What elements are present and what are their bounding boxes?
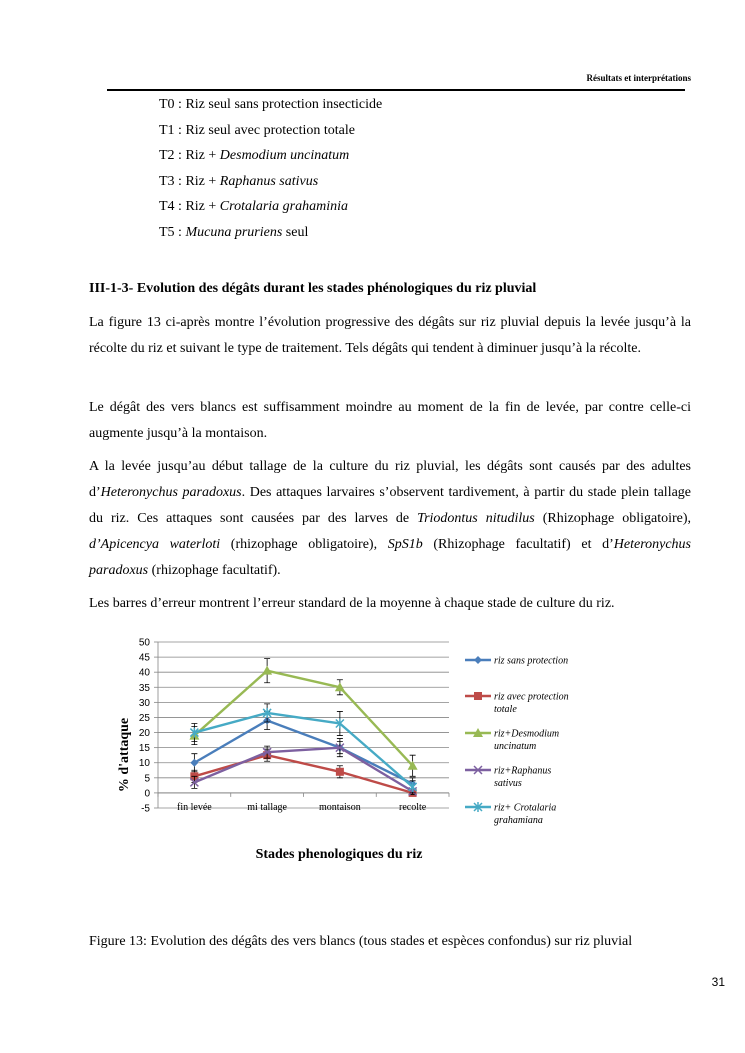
legend-label: uncinatum — [494, 741, 537, 752]
y-tick-label: -5 — [141, 803, 150, 815]
page-number: 31 — [711, 975, 725, 989]
treatment-item: T1 : Riz seul avec protection totale — [159, 122, 355, 138]
paragraph-4: Les barres d’erreur montrent l’erreur standard de la moyenne à chaque stade de culture du riz. — [89, 596, 615, 611]
legend-entry — [465, 728, 559, 752]
treatment-item: T5 : Mucuna pruriens seul — [159, 224, 309, 240]
paragraph-3: A la levée jusqu’au début tallage de la culture du riz pluvial, les dégâts sont causés par des adultes d’Heteronychus paradoxus. Des attaques larvaires s’observent tardivement, à partir du stade plein tallage du riz. Ces attaques sont causées par des larves de Triodontus nitudilus (Rhizophage obligatoire), d’Apicencya waterloti (rhizophage obligatoire), SpS1b (Rhizophage facultatif) et d’Heteronychus paradoxus (rhizophage facultatif). — [89, 459, 692, 578]
running-header: Résultats et interprétations — [586, 73, 691, 83]
legend-label: riz avec protection — [494, 691, 569, 703]
data-point — [262, 666, 272, 675]
data-point — [409, 782, 417, 792]
y-tick-label: 30 — [138, 697, 150, 709]
x-category-label: montaison — [319, 801, 361, 813]
y-tick-label: 15 — [138, 743, 150, 755]
y-tick-label: 20 — [138, 728, 150, 740]
x-category-label: mi tallage — [247, 801, 287, 813]
paragraph-1: La figure 13 ci-après montre l’évolution progressive des dégâts sur riz pluvial depuis la levée jusqu’à la récolte du riz et suivant le type de traitement. Tels dégâts qui tendent à diminuer jusqu’à la récolte. — [89, 315, 691, 356]
y-tick-label: 50 — [138, 637, 150, 649]
section-heading: III-1-3- Evolution des dégâts durant les stades phénologiques du riz pluvial — [89, 281, 537, 296]
x-category-label: fin levée — [177, 801, 212, 813]
y-axis-label: % d'attaque — [117, 717, 132, 793]
y-tick-label: 40 — [138, 667, 150, 679]
treatment-item: T3 : Riz + Raphanus sativus — [159, 173, 319, 189]
data-point — [474, 692, 482, 700]
legend-label: grahamiana — [494, 815, 543, 826]
legend-label: riz+ Crotalaria — [494, 802, 557, 814]
figure-caption: Figure 13: Evolution des dégâts des vers blancs (tous stades et espèces confondus) sur riz pluvial — [89, 934, 633, 949]
line-chart — [108, 630, 608, 870]
legend-entry — [465, 656, 568, 667]
y-tick-label: 10 — [138, 758, 150, 770]
y-tick-label: 5 — [144, 773, 150, 785]
data-point — [474, 656, 482, 664]
treatment-item: T0 : Riz seul sans protection insecticide — [159, 97, 383, 112]
legend-label: riz+Raphanus — [494, 765, 552, 777]
legend-entry — [465, 692, 569, 716]
series-line — [194, 748, 412, 792]
data-point — [336, 768, 344, 776]
treatment-item: T2 : Riz + Desmodium uncinatum — [159, 148, 350, 163]
y-tick-label: 35 — [138, 682, 150, 694]
paragraph-2: Le dégât des vers blancs est suffisamment moindre au moment de la fin de levée, par contre celle-ci augmente jusqu’à la montaison. — [89, 400, 691, 441]
treatment-list — [159, 92, 382, 245]
x-axis-label: Stades phenologiques du riz — [255, 847, 423, 862]
legend-entry — [465, 802, 556, 826]
header-rule — [107, 89, 685, 91]
legend-entry — [465, 766, 551, 790]
y-tick-label: 0 — [144, 788, 150, 800]
legend-label: totale — [494, 704, 517, 715]
y-tick-label: 45 — [138, 652, 150, 664]
legend-label: sativus — [494, 778, 522, 789]
series-line — [194, 755, 412, 793]
x-category-label: recolte — [399, 801, 427, 813]
treatment-item: T4 : Riz + Crotalaria grahaminia — [159, 199, 349, 214]
legend-label: riz sans protection — [494, 655, 569, 667]
y-tick-label: 25 — [138, 712, 150, 724]
legend-label: riz+Desmodium — [494, 728, 560, 740]
